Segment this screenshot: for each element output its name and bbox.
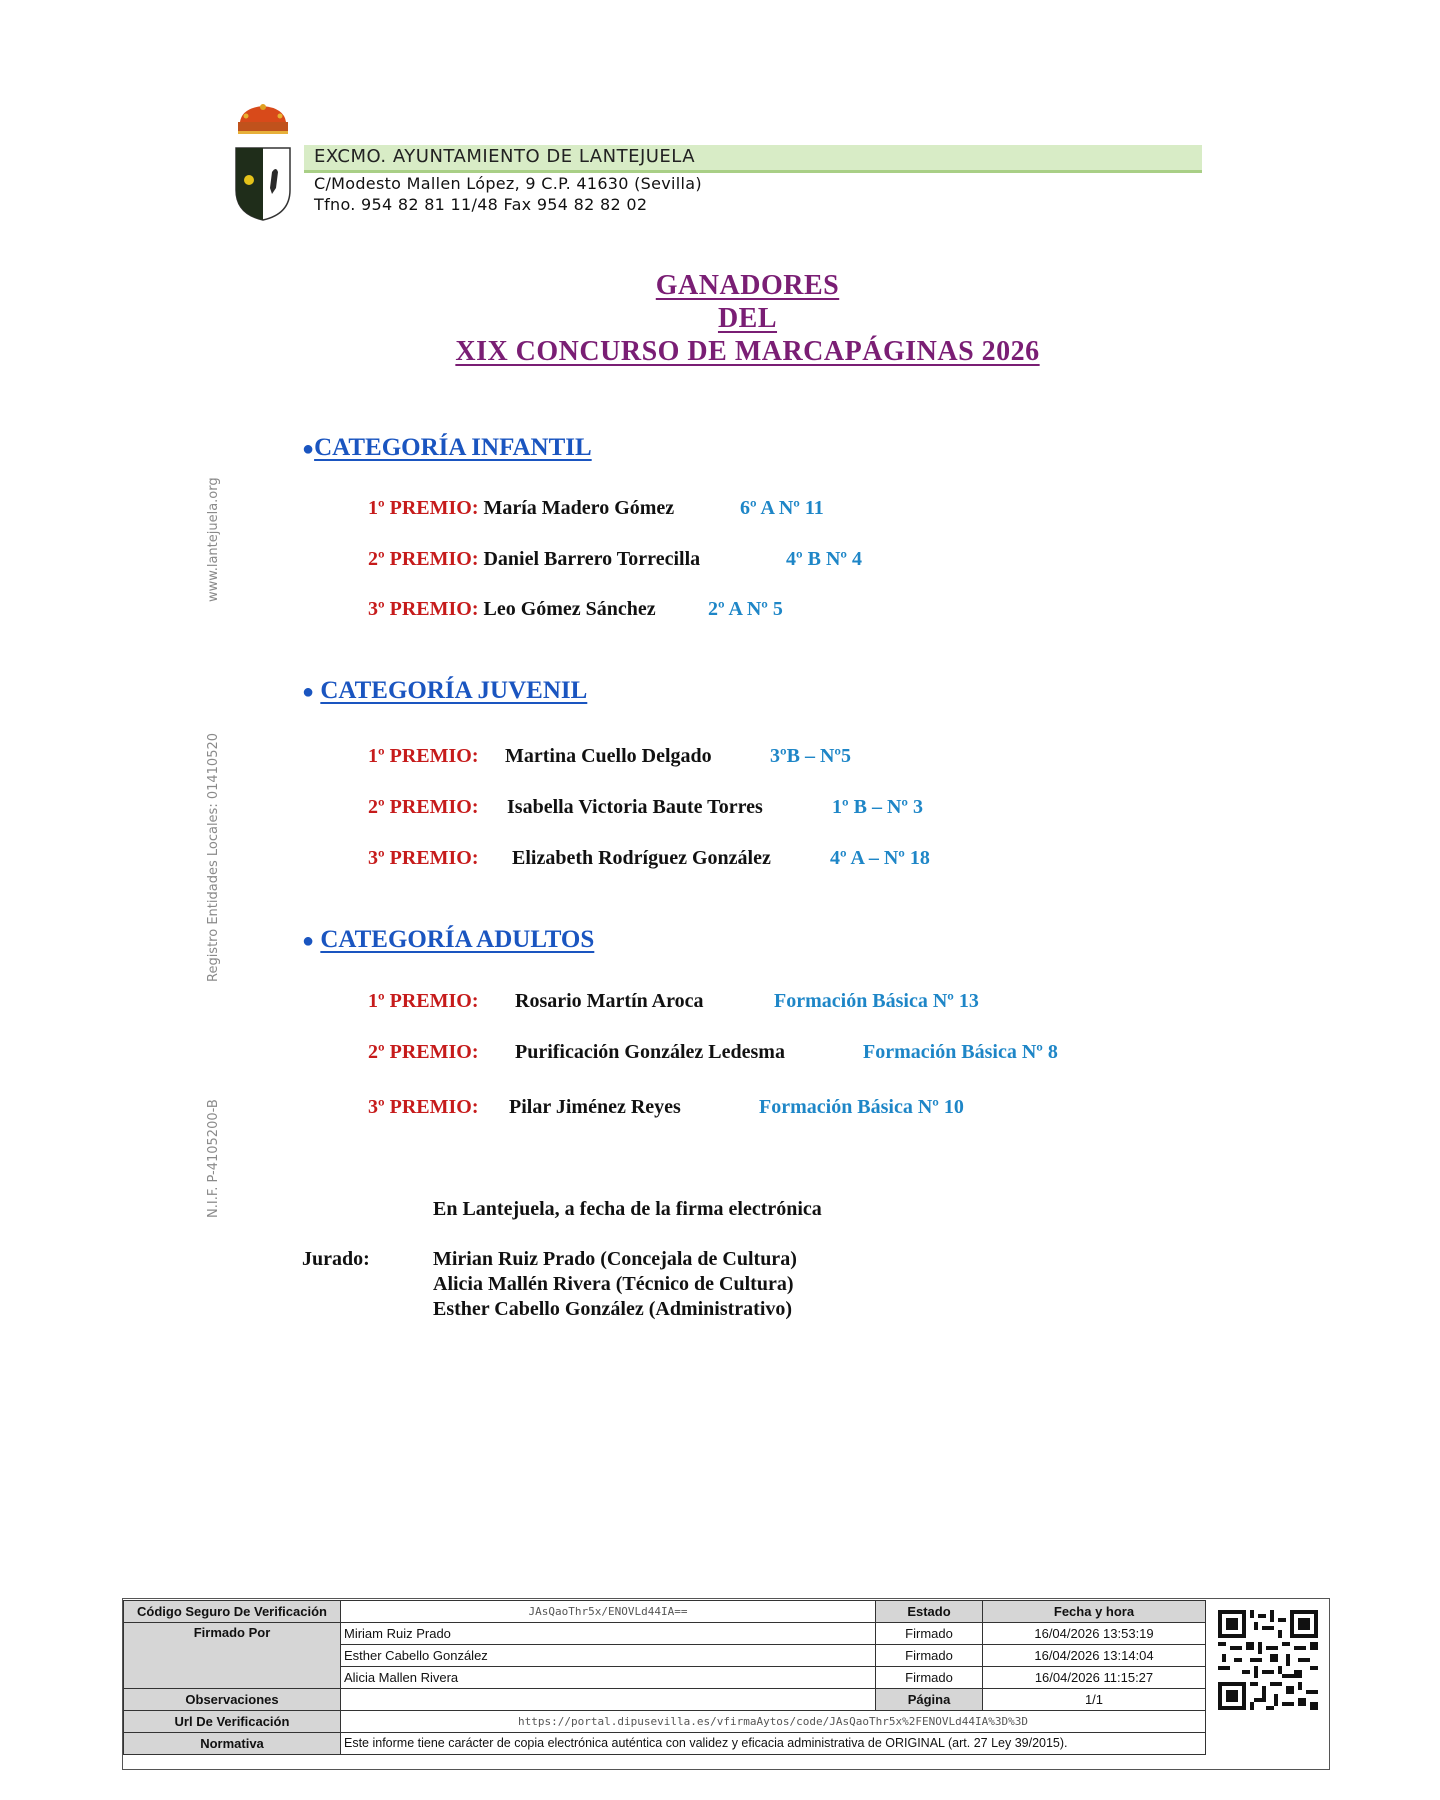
table-row — [124, 1601, 1206, 1623]
prize-label: 1º PREMIO: — [368, 990, 479, 1012]
winner-group: 2º A Nº 5 — [708, 598, 783, 620]
signer-date: 16/04/2026 13:53:19 — [983, 1623, 1206, 1645]
pagina-value: 1/1 — [983, 1689, 1206, 1711]
prize-label: 3º PREMIO: — [368, 1096, 479, 1118]
firmado-label: Firmado Por — [124, 1623, 341, 1689]
side-website: www.lantejuela.org — [206, 477, 221, 602]
winner-group: 4º A – Nº 18 — [830, 847, 930, 869]
normativa-value: Este informe tiene carácter de copia electrónica auténtica con validez y eficacia administrativa de ORIGINAL (art. 27 Ley 39/2015). — [341, 1733, 1206, 1755]
prize-label: 2º PREMIO: — [368, 796, 479, 818]
prize-label: 1º PREMIO: — [368, 745, 479, 767]
signer-status: Firmado — [876, 1623, 983, 1645]
prize-row — [368, 598, 656, 621]
signer-date: 16/04/2026 13:14:04 — [983, 1645, 1206, 1667]
winner-group: 6º A Nº 11 — [740, 497, 824, 519]
estado-header: Estado — [876, 1601, 983, 1623]
bullet-icon: ● — [302, 929, 315, 952]
prize-row — [368, 745, 478, 768]
winner-name: Martina Cuello Delgado — [505, 745, 712, 767]
prize-label: 3º PREMIO: — [368, 598, 479, 620]
category-label: CATEGORÍA JUVENIL — [320, 677, 588, 704]
side-nif: N.I.F. P-4105200-B — [206, 1099, 221, 1218]
prize-row — [368, 796, 478, 819]
prize-label: 2º PREMIO: — [368, 1041, 479, 1063]
category-label: CATEGORÍA ADULTOS — [320, 926, 595, 953]
table-row — [124, 1711, 1206, 1733]
signer-name: Alicia Mallen Rivera — [341, 1667, 876, 1689]
pagina-label: Página — [876, 1689, 983, 1711]
bullet-icon: ● — [302, 680, 315, 703]
winner-name: Isabella Victoria Baute Torres — [507, 796, 763, 818]
prize-row — [368, 847, 478, 870]
winner-name: Daniel Barrero Torrecilla — [483, 548, 701, 570]
winner-group: 4º B Nº 4 — [786, 548, 862, 570]
org-name: EXCMO. AYUNTAMIENTO DE LANTEJUELA — [314, 146, 696, 167]
category-heading — [302, 926, 594, 954]
verification-table — [123, 1600, 1206, 1755]
winner-group: Formación Básica Nº 8 — [863, 1041, 1058, 1063]
prize-label: 3º PREMIO: — [368, 847, 479, 869]
observaciones-label: Observaciones — [124, 1689, 341, 1711]
jury-member: Esther Cabello González (Administrativo) — [433, 1298, 793, 1320]
normativa-label: Normativa — [124, 1733, 341, 1755]
org-address: C/Modesto Mallen López, 9 C.P. 41630 (Sevilla) — [314, 174, 702, 193]
winner-group: 1º B – Nº 3 — [832, 796, 923, 818]
winner-name: María Madero Gómez — [483, 497, 675, 519]
category-label: CATEGORÍA INFANTIL — [314, 434, 592, 461]
category-heading — [302, 677, 587, 705]
prize-row — [368, 1096, 478, 1119]
side-registry: Registro Entidades Locales: 01410520 — [206, 732, 221, 982]
winner-name: Leo Gómez Sánchez — [483, 598, 656, 620]
winner-group: Formación Básica Nº 10 — [759, 1096, 964, 1118]
jury-member: Mirian Ruiz Prado (Concejala de Cultura) — [433, 1248, 797, 1270]
verification-url-link[interactable]: https://portal.dipusevilla.es/vfirmaAytos/code/JAsQaoThr5x%2FENOVLd44IA%3D%3D — [341, 1711, 1206, 1733]
category-heading — [302, 434, 592, 462]
csv-value: JAsQaoThr5x/ENOVLd44IA== — [341, 1601, 876, 1623]
winner-name: Pilar Jiménez Reyes — [509, 1096, 681, 1118]
title-line-1: GANADORES — [655, 270, 840, 301]
table-row — [124, 1623, 1206, 1645]
url-label: Url De Verificación — [124, 1711, 341, 1733]
csv-label: Código Seguro De Verificación — [124, 1601, 341, 1623]
prize-row — [368, 548, 700, 571]
signer-name: Esther Cabello González — [341, 1645, 876, 1667]
fecha-header: Fecha y hora — [983, 1601, 1206, 1623]
winner-group: Formación Básica Nº 13 — [774, 990, 979, 1012]
prize-row — [368, 1041, 478, 1064]
signer-name: Miriam Ruiz Prado — [341, 1623, 876, 1645]
municipal-crest-icon — [232, 104, 294, 222]
signer-status: Firmado — [876, 1645, 983, 1667]
prize-label: 2º PREMIO: — [368, 548, 479, 570]
winner-group: 3ºB – Nº5 — [770, 745, 851, 767]
bullet-icon: ● — [302, 437, 315, 460]
place-date: En Lantejuela, a fecha de la firma electrónica — [433, 1198, 822, 1220]
org-phone: Tfno. 954 82 81 11/48 Fax 954 82 82 02 — [314, 195, 648, 214]
qr-code-icon — [1218, 1610, 1318, 1710]
winner-name: Elizabeth Rodríguez González — [512, 847, 771, 869]
jury-member: Alicia Mallén Rivera (Técnico de Cultura) — [433, 1273, 794, 1295]
signer-status: Firmado — [876, 1667, 983, 1689]
prize-row — [368, 497, 674, 520]
winner-name: Purificación González Ledesma — [515, 1041, 785, 1063]
winner-name: Rosario Martín Aroca — [515, 990, 704, 1012]
prize-label: 1º PREMIO: — [368, 497, 479, 519]
jury-label: Jurado: — [302, 1248, 370, 1270]
prize-row — [368, 990, 478, 1013]
table-row — [124, 1733, 1206, 1755]
observaciones-value — [341, 1689, 876, 1711]
title-line-2: DEL — [717, 303, 778, 334]
signer-date: 16/04/2026 11:15:27 — [983, 1667, 1206, 1689]
title-line-3: XIX CONCURSO DE MARCAPÁGINAS 2026 — [455, 336, 1040, 367]
table-row — [124, 1689, 1206, 1711]
